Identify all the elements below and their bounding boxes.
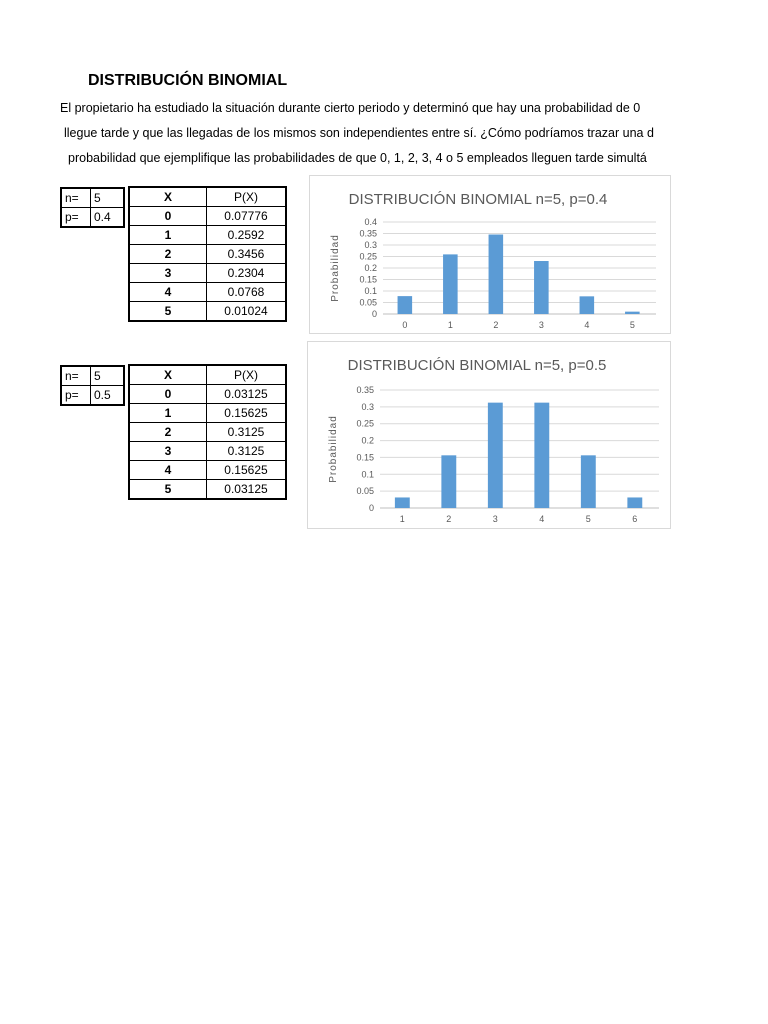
cell-px[interactable]: 0.3125 xyxy=(207,423,287,442)
y-tick-label: 0.2 xyxy=(364,263,377,273)
y-tick-label: 0.35 xyxy=(359,228,377,239)
cell-x[interactable]: 2 xyxy=(129,423,207,442)
intro-line: probabilidad que ejemplifique las probabilidades de que 0, 1, 2, 3, 4 o 5 empleados lleguen tarde simultá xyxy=(68,151,647,165)
param-label: p= xyxy=(61,208,91,228)
x-tick-label: 5 xyxy=(629,320,635,330)
cell-px[interactable]: 0.3456 xyxy=(207,245,287,264)
distribution-table-2 xyxy=(128,364,287,500)
cell-x[interactable]: 1 xyxy=(129,404,207,423)
y-tick-label: 0.3 xyxy=(361,401,374,412)
y-axis-label: Probabilidad xyxy=(330,234,341,302)
chart-title: DISTRIBUCIÓN BINOMIAL n=5, p=0.5 xyxy=(347,357,607,374)
cell-px[interactable]: 0.15625 xyxy=(207,461,287,480)
x-tick-label: 3 xyxy=(538,320,544,330)
y-tick-label: 0.25 xyxy=(359,251,377,262)
y-tick-label: 0.3 xyxy=(364,240,377,250)
table-row xyxy=(129,264,286,283)
param-row xyxy=(61,188,124,208)
bar xyxy=(489,235,504,314)
table-header-row xyxy=(129,187,286,207)
bar xyxy=(581,455,596,508)
x-tick-label: 3 xyxy=(492,514,498,524)
bar-chart-2 xyxy=(308,342,670,528)
table-header-row xyxy=(129,365,286,385)
param-value[interactable]: 0.5 xyxy=(91,386,125,406)
cell-x[interactable]: 3 xyxy=(129,264,207,283)
y-tick-label: 0.15 xyxy=(359,274,377,285)
y-tick-label: 0.2 xyxy=(361,435,374,446)
x-tick-label: 2 xyxy=(493,320,499,330)
table-row xyxy=(129,480,286,500)
params-table-1 xyxy=(60,187,125,228)
table-row xyxy=(129,245,286,264)
column-header-px: P(X) xyxy=(207,365,287,385)
cell-x[interactable]: 0 xyxy=(129,207,207,226)
column-header-x: X xyxy=(129,365,207,385)
table-row xyxy=(129,283,286,302)
cell-x[interactable]: 5 xyxy=(129,480,207,500)
table-row xyxy=(129,461,286,480)
cell-px[interactable]: 0.03125 xyxy=(207,480,287,500)
bar xyxy=(398,296,413,314)
bar xyxy=(625,312,640,314)
intro-line: llegue tarde y que las llegadas de los mismos son independientes entre sí. ¿Cómo podríamos trazar una d xyxy=(64,126,654,140)
params-table-2 xyxy=(60,365,125,406)
param-row xyxy=(61,366,124,386)
x-tick-label: 1 xyxy=(447,320,453,330)
table-row xyxy=(129,442,286,461)
table-row xyxy=(129,207,286,226)
y-tick-label: 0.35 xyxy=(356,385,374,395)
bar xyxy=(534,261,549,314)
bar xyxy=(488,403,503,508)
bar xyxy=(443,254,458,314)
y-tick-label: 0.4 xyxy=(364,217,377,227)
cell-px[interactable]: 0.03125 xyxy=(207,385,287,404)
distribution-table-1 xyxy=(128,186,287,322)
chart-container-1[interactable] xyxy=(309,175,671,334)
bar xyxy=(627,497,642,508)
y-tick-label: 0.15 xyxy=(356,452,374,463)
table-row xyxy=(129,404,286,423)
cell-x[interactable]: 1 xyxy=(129,226,207,245)
param-row xyxy=(61,208,124,228)
cell-x[interactable]: 4 xyxy=(129,461,207,480)
intro-line: El propietario ha estudiado la situación durante cierto periodo y determinó que hay una probabilidad de 0 xyxy=(60,101,641,115)
y-tick-label: 0.1 xyxy=(364,286,377,296)
bar xyxy=(580,296,595,314)
x-tick-label: 1 xyxy=(399,514,405,524)
cell-px[interactable]: 0.2304 xyxy=(207,264,287,283)
cell-px[interactable]: 0.15625 xyxy=(207,404,287,423)
bar-chart-1 xyxy=(310,176,670,333)
bar xyxy=(441,455,456,508)
column-header-px: P(X) xyxy=(207,187,287,207)
y-tick-label: 0 xyxy=(368,503,374,513)
cell-px[interactable]: 0.0768 xyxy=(207,283,287,302)
intro-text xyxy=(60,98,660,173)
x-tick-label: 6 xyxy=(632,514,638,524)
x-tick-label: 2 xyxy=(446,514,452,524)
param-value[interactable]: 0.4 xyxy=(91,208,125,228)
param-label: n= xyxy=(61,188,91,208)
column-header-x: X xyxy=(129,187,207,207)
y-tick-label: 0.05 xyxy=(359,297,377,308)
cell-px[interactable]: 0.01024 xyxy=(207,302,287,322)
cell-x[interactable]: 0 xyxy=(129,385,207,404)
cell-x[interactable]: 3 xyxy=(129,442,207,461)
param-label: p= xyxy=(61,386,91,406)
chart-title: DISTRIBUCIÓN BINOMIAL n=5, p=0.4 xyxy=(348,191,608,208)
param-value[interactable]: 5 xyxy=(91,188,125,208)
cell-px[interactable]: 0.3125 xyxy=(207,442,287,461)
y-tick-label: 0 xyxy=(371,309,377,319)
x-tick-label: 5 xyxy=(585,514,591,524)
y-tick-label: 0.05 xyxy=(356,486,374,497)
y-axis-label: Probabilidad xyxy=(328,415,339,483)
page-title: DISTRIBUCIÓN BINOMIAL xyxy=(88,72,288,89)
x-tick-label: 0 xyxy=(402,320,408,330)
cell-x[interactable]: 4 xyxy=(129,283,207,302)
chart-container-2[interactable] xyxy=(307,341,671,529)
y-tick-label: 0.25 xyxy=(356,418,374,429)
bar xyxy=(534,403,549,508)
y-tick-label: 0.1 xyxy=(361,469,374,480)
bar xyxy=(395,497,410,508)
param-row xyxy=(61,386,124,406)
x-tick-label: 4 xyxy=(584,320,590,330)
param-label: n= xyxy=(61,366,91,386)
table-row xyxy=(129,302,286,322)
x-tick-label: 4 xyxy=(539,514,545,524)
cell-x[interactable]: 2 xyxy=(129,245,207,264)
cell-x[interactable]: 5 xyxy=(129,302,207,322)
cell-px[interactable]: 0.2592 xyxy=(207,226,287,245)
table-row xyxy=(129,226,286,245)
cell-px[interactable]: 0.07776 xyxy=(207,207,287,226)
param-value[interactable]: 5 xyxy=(91,366,125,386)
table-row xyxy=(129,423,286,442)
table-row xyxy=(129,385,286,404)
